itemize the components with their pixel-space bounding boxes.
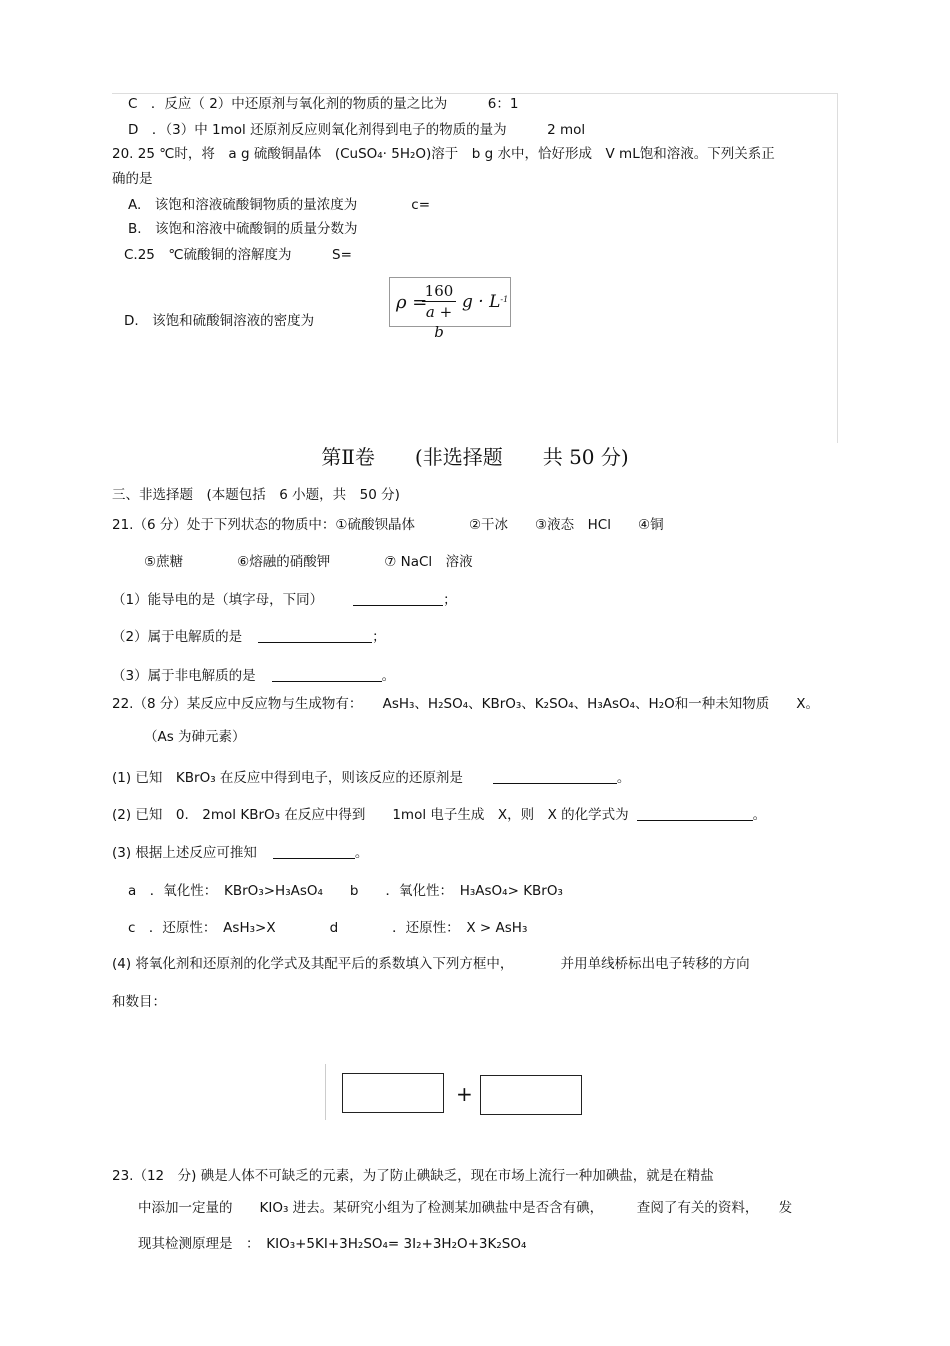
q22-part3: (3) 根据上述反应可推知 。 bbox=[112, 845, 369, 861]
section-2-title: 第Ⅱ卷 (非选择题 共 50 分) bbox=[321, 445, 629, 469]
q21-part1: （1）能导电的是（填字母，下同） ； bbox=[112, 592, 457, 608]
density-formula-image bbox=[389, 277, 511, 341]
formula-unit: $g \cdot L^{-1}$ bbox=[462, 292, 509, 312]
oxidant-answer-box[interactable] bbox=[342, 1073, 444, 1113]
formula-fraction bbox=[422, 281, 456, 342]
q21-part1-blank[interactable] bbox=[353, 591, 443, 606]
q22-part1-blank[interactable] bbox=[493, 769, 617, 784]
page-right-rule bbox=[837, 93, 838, 443]
q23-stem-line2: 中添加一定量的 KIO₃ 进去。某研究小组为了检测某加碘盐中是否含有碘， 查阅了有关的资料， 发 bbox=[138, 1200, 793, 1216]
q22-part4: (4) 将氧化剂和还原剂的化学式及其配平后的系数填入下列方框中， 并用单线桥标出电子转移的方向 bbox=[112, 956, 750, 972]
scan-edge-mark bbox=[325, 1064, 326, 1120]
q21-part2: （2）属于电解质的是 ； bbox=[112, 629, 386, 645]
q22-part4-cont: 和数目： bbox=[112, 994, 166, 1010]
q21-part3-blank[interactable] bbox=[272, 667, 382, 682]
q19-option-c: C ．反应（ 2）中还原剂与氧化剂的物质的量之比为 6：1 bbox=[128, 96, 519, 112]
q23-stem-line1: 23.（12 分) 碘是人体不可缺乏的元素，为了防止碘缺乏，现在市场上流行一种加碘盐，就是在精盐 bbox=[112, 1168, 714, 1184]
reductant-answer-box[interactable] bbox=[480, 1075, 582, 1115]
formula-denominator: a + b bbox=[425, 303, 453, 341]
q19-option-d: D ．（3）中 1mol 还原剂反应则氧化剂得到电子的物质的量为 2 mol bbox=[128, 122, 586, 138]
q21-part2-blank[interactable] bbox=[258, 628, 372, 643]
q22-part3-blank[interactable] bbox=[273, 844, 355, 859]
formula-rho: ρ = bbox=[396, 292, 428, 313]
q20-option-b: B. 该饱和溶液中硫酸铜的质量分数为 bbox=[128, 221, 358, 237]
q20-stem-line2: 确的是 bbox=[112, 171, 153, 187]
q22-options-ab: a ．氧化性： KBrO₃>H₃AsO₄ b ．氧化性： H₃AsO₄> KBrO₃ bbox=[128, 883, 563, 899]
q22-part1: (1) 已知 KBrO₃ 在反应中得到电子，则该反应的还原剂是 。 bbox=[112, 770, 631, 786]
q21-part3: （3）属于非电解质的是 。 bbox=[112, 668, 396, 684]
plus-sign: + bbox=[456, 1082, 473, 1106]
q22-part2-blank[interactable] bbox=[637, 806, 753, 821]
q20-option-c: C.25 ℃硫酸铜的溶解度为 S= bbox=[124, 247, 352, 263]
q20-option-a: A. 该饱和溶液硫酸铜物质的量浓度为 c= bbox=[128, 197, 431, 213]
q22-stem: 22.（8 分）某反应中反应物与生成物有： AsH₃、H₂SO₄、KBrO₃、K₂SO₄、H₃AsO₄、H₂O和一种未知物质 X。 bbox=[112, 696, 819, 712]
section-2-intro: 三、非选择题 (本题包括 6 小题，共 50 分) bbox=[112, 487, 400, 503]
q21-items-line2: ⑤蔗糖 ⑥熔融的硝酸钾 ⑦ NaCl 溶液 bbox=[144, 554, 473, 570]
formula-numerator: 160 bbox=[422, 281, 456, 302]
page-top-rule bbox=[112, 93, 838, 94]
q21-stem: 21.（6 分）处于下列状态的物质中：①硫酸钡晶体 ②干冰 ③液态 HCl ④铜 bbox=[112, 517, 664, 533]
q22-options-cd: c ．还原性： AsH₃>X d ．还原性： X > AsH₃ bbox=[128, 920, 528, 936]
q20-option-d: D. 该饱和硫酸铜溶液的密度为 bbox=[124, 313, 315, 329]
q22-note: （As 为砷元素） bbox=[144, 729, 246, 745]
q22-part2: (2) 已知 0. 2mol KBrO₃ 在反应中得到 1mol 电子生成 X，则 X 的化学式为 。 bbox=[112, 807, 767, 823]
q20-stem-line1: 20. 25 ℃时，将 a g 硫酸铜晶体 (CuSO₄· 5H₂O)溶于 b g 水中，恰好形成 V mL饱和溶液。下列关系正 bbox=[112, 146, 775, 162]
q23-stem-line3: 现其检测原理是 ： KIO₃+5KI+3H₂SO₄= 3I₂+3H₂O+3K₂SO₄ bbox=[138, 1236, 527, 1252]
